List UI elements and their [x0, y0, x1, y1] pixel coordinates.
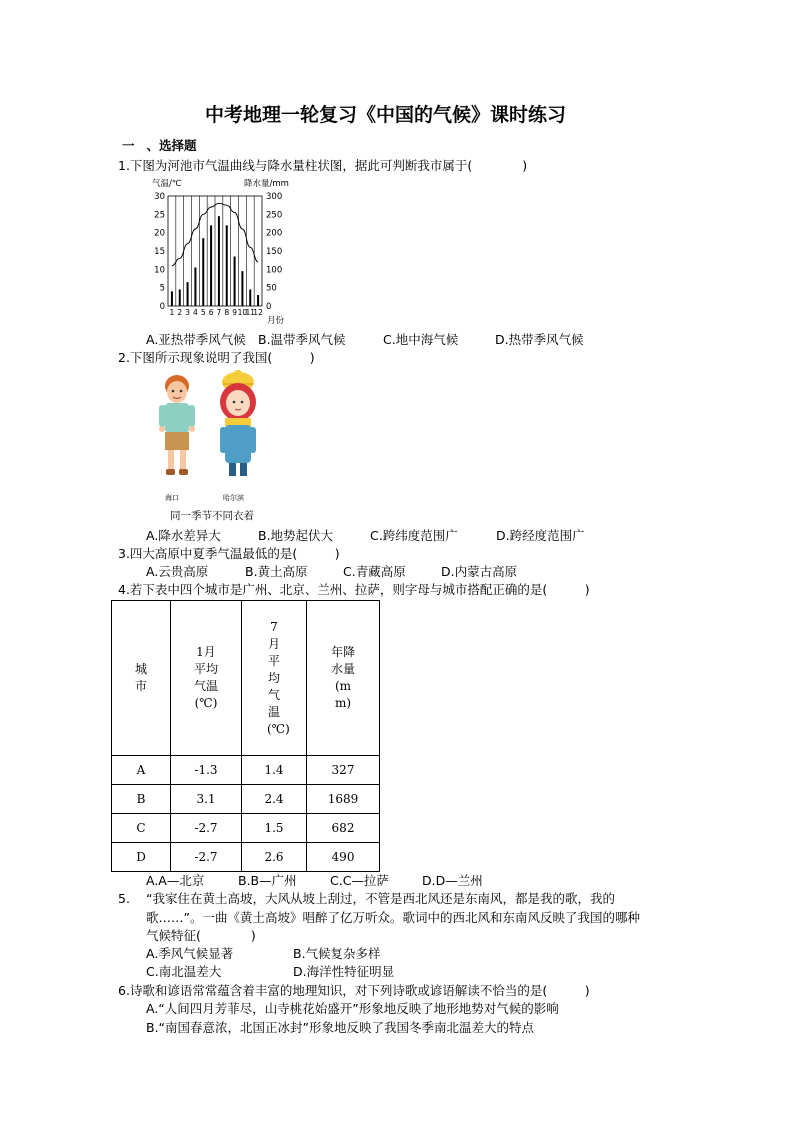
section-heading	[122, 137, 197, 154]
cell-jul: 2.6	[242, 843, 307, 872]
q2-caption: 同一季节不同衣着	[170, 510, 254, 522]
q3-option-d[interactable]: D.内蒙古高原	[441, 564, 518, 579]
q4-options	[146, 872, 483, 889]
q2-stem: 2.下图所示现象说明了我国( )	[118, 350, 315, 365]
cell-jul: 1.5	[242, 814, 307, 843]
precip-bar	[257, 295, 259, 306]
q1-options	[146, 331, 584, 348]
q4-option-c[interactable]: C.C—拉萨	[330, 873, 389, 888]
precip-bar	[171, 291, 173, 306]
cell-jan: 3.1	[171, 785, 242, 814]
precip-bar	[210, 225, 212, 306]
q5-options-row-1	[146, 945, 381, 962]
x-tick: 12	[253, 308, 263, 317]
cell-jan: -2.7	[171, 814, 242, 843]
q4-option-d[interactable]: D.D—兰州	[422, 873, 483, 888]
q6-option-b[interactable]: B.“南国春意浓，北国正冰封”形象地反映了我国冬季南北温差大的特点	[146, 1020, 535, 1035]
cell-precip: 490	[307, 843, 380, 872]
precip-bar	[249, 290, 251, 307]
q3-options	[146, 563, 517, 580]
table-header-row	[112, 601, 380, 756]
q5-line-1: “我家住在黄土高坡，大风从坡上刮过，不管是西北风还是东南风，都是我的歌，我的	[146, 891, 615, 906]
page-title: 中考地理一轮复习《中国的气候》课时练习	[205, 104, 567, 126]
q6-stem: 6.诗歌和谚语常常蕴含着丰富的地理知识，对下列诗歌或谚语解读不恰当的是( )	[118, 983, 590, 998]
th-jul-temp: 7月平均气温(℃)	[242, 601, 307, 756]
cell-jan: -2.7	[171, 843, 242, 872]
th-city: 城市	[112, 601, 171, 756]
q2-option-d[interactable]: D.跨经度范围广	[496, 528, 585, 543]
q5-option-b[interactable]: B.气候复杂多样	[293, 946, 381, 961]
q1-option-a[interactable]: A.亚热带季风气候	[146, 332, 246, 347]
x-axis-label: 月份	[267, 316, 285, 326]
cell-precip: 327	[307, 756, 380, 785]
q5-line-3: 气候特征( )	[146, 928, 256, 943]
q3-option-c[interactable]: C.青藏高原	[343, 564, 406, 579]
y-right-tick: 300	[266, 192, 283, 202]
x-tick: 8	[224, 308, 230, 317]
q4-stem: 4.若下表中四个城市是广州、北京、兰州、拉萨，则字母与城市搭配正确的是( )	[118, 582, 590, 597]
label-harbin: 哈尔滨	[223, 494, 244, 502]
y-left-tick: 25	[154, 210, 165, 221]
th-jan-temp: 1月平均气温(℃)	[171, 601, 242, 756]
q1-option-b[interactable]: B.温带季风气候	[258, 332, 346, 347]
q5-option-d[interactable]: D.海洋性特征明显	[293, 964, 395, 979]
cell-jul: 1.4	[242, 756, 307, 785]
q4-option-a[interactable]: A.A—北京	[146, 873, 205, 888]
y-left-tick: 5	[159, 283, 165, 294]
cell-jan: -1.3	[171, 756, 242, 785]
boy-figure	[159, 375, 195, 475]
x-tick: 6	[208, 308, 214, 317]
cell-precip: 682	[307, 814, 380, 843]
q2-option-b[interactable]: B.地势起伏大	[258, 528, 334, 543]
x-tick: 1	[169, 308, 175, 317]
precip-bar	[234, 257, 236, 307]
y-left-tick: 20	[154, 228, 165, 239]
y-left-ticks	[154, 192, 165, 312]
q2-options	[146, 527, 585, 544]
table-row	[112, 785, 380, 814]
y-left-label: 气温/℃	[152, 179, 182, 189]
precip-bar	[179, 290, 181, 307]
q3-option-b[interactable]: B.黄土高原	[245, 564, 308, 579]
precip-bar	[226, 225, 228, 306]
cell-city: D	[112, 843, 171, 872]
x-tick: 7	[216, 308, 222, 317]
table-row	[112, 843, 380, 872]
y-right-label: 降水量/mm	[244, 179, 289, 189]
chart-grid	[168, 196, 262, 306]
y-right-tick: 150	[266, 247, 283, 257]
y-left-tick: 30	[154, 192, 165, 202]
cell-city: C	[112, 814, 171, 843]
section-number: 一	[122, 138, 135, 153]
q5-number: 5.	[118, 891, 130, 906]
x-tick: 9	[232, 308, 237, 317]
city-climate-table	[111, 600, 380, 872]
y-right-tick: 250	[266, 210, 283, 221]
climate-chart	[148, 176, 298, 328]
cell-jul: 2.4	[242, 785, 307, 814]
q2-option-a[interactable]: A.降水差异大	[146, 528, 221, 543]
q5-option-c[interactable]: C.南北温差大	[146, 964, 222, 979]
y-right-tick: 100	[266, 265, 283, 276]
y-right-ticks	[266, 192, 282, 312]
th-annual-precip: 年降水量(mm)	[307, 601, 380, 756]
table-row	[112, 814, 380, 843]
y-right-tick: 50	[266, 283, 277, 294]
y-right-tick: 200	[266, 228, 283, 239]
q5-line-2: 歌……”。一曲《黄土高坡》唱醉了亿万听众。歌词中的西北风和东南风反映了我国的哪种	[146, 910, 640, 925]
clothing-illustration	[155, 370, 273, 520]
q1-stem: 1.下图为河池市气温曲线与降水量柱状图，据此可判断我市属于( )	[118, 158, 528, 173]
precip-bar	[241, 271, 243, 306]
q3-option-a[interactable]: A.云贵高原	[146, 564, 209, 579]
cell-city: A	[112, 756, 171, 785]
x-tick: 2	[177, 308, 183, 317]
q1-option-d[interactable]: D.热带季风气候	[495, 332, 584, 347]
q4-option-b[interactable]: B.B—广州	[238, 873, 297, 888]
y-left-tick: 15	[154, 247, 165, 257]
cell-city: B	[112, 785, 171, 814]
section-label: 、选择题	[146, 138, 197, 153]
y-right-tick: 0	[266, 302, 272, 312]
q3-stem: 3.四大高原中夏季气温最低的是( )	[118, 546, 340, 561]
q1-option-c[interactable]: C.地中海气候	[383, 332, 459, 347]
y-left-tick: 0	[159, 302, 165, 312]
x-tick: 11	[245, 308, 256, 317]
cell-precip: 1689	[307, 785, 380, 814]
girl-figure	[220, 370, 256, 476]
label-haikou: 海口	[165, 494, 179, 502]
table-row	[112, 756, 380, 785]
precip-bar	[202, 238, 204, 306]
x-tick: 3	[185, 308, 190, 317]
q5-options-row-2	[146, 963, 394, 980]
x-tick: 4	[193, 308, 198, 317]
x-tick: 5	[200, 308, 206, 317]
q6-option-a[interactable]: A.“人间四月芳菲尽，山寺桃花始盛开”形象地反映了地形地势对气候的影响	[146, 1001, 559, 1016]
x-ticks	[170, 308, 264, 317]
precip-bar	[187, 282, 189, 306]
precip-bar	[218, 216, 220, 306]
q2-option-c[interactable]: C.跨纬度范围广	[370, 528, 458, 543]
x-tick: 10	[237, 308, 248, 317]
precip-bar	[194, 268, 196, 307]
y-left-tick: 10	[154, 265, 165, 276]
q5-option-a[interactable]: A.季风气候显著	[146, 946, 234, 961]
